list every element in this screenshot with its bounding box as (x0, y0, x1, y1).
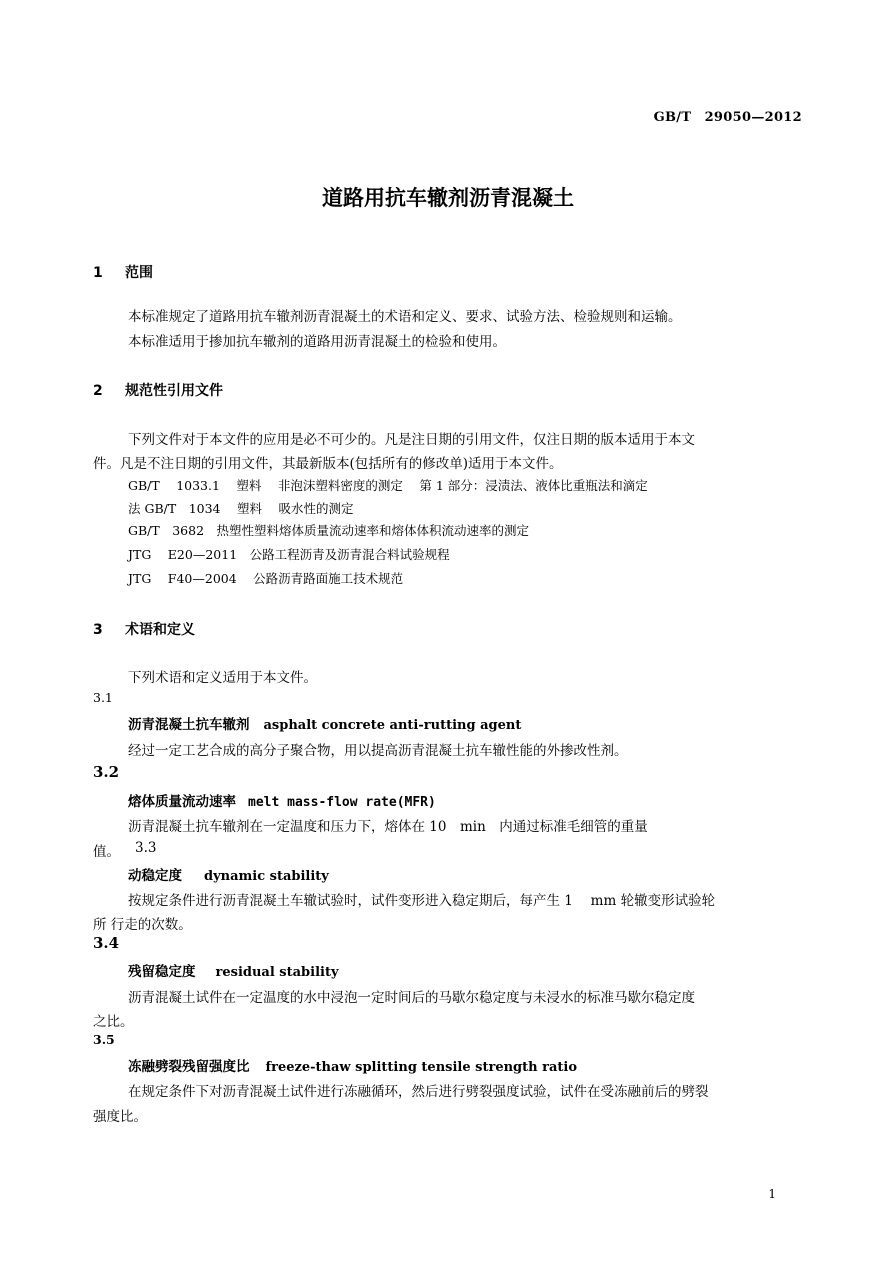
term-chinese: 熔体质量流动速率 (128, 794, 236, 810)
term-definition-line-1: 在规定条件下对沥青混凝土试件进行冻融循环，然后进行劈裂强度试验，试件在受冻融前后的劈裂 (128, 1084, 709, 1100)
term-3-5 (128, 1055, 577, 1075)
document-title: 道路用抗车辙剂沥青混凝土 (322, 186, 574, 210)
term-english: freeze-thaw splitting tensile strength ratio (265, 1060, 578, 1075)
term-chinese: 动稳定度 (128, 868, 182, 884)
term-definition-line-1: 沥青混凝土抗车辙剂在一定温度和压力下，熔体在 10 min 内通过标准毛细管的重量 (128, 819, 648, 835)
section-1-heading (93, 262, 153, 282)
term-number: 3.1 (93, 690, 113, 705)
reference-item: GB/T 3682 热塑性塑料熔体质量流动速率和熔体体积流动速率的测定 (128, 523, 530, 538)
term-3-1 (128, 713, 521, 733)
term-definition-line-1: 按规定条件进行沥青混凝土车辙试验时，试件变形进入稳定期后，每产生 1 mm 轮辙变形试验轮 (128, 893, 716, 909)
reference-item: GB/T 1033.1 塑料 非泡沫塑料密度的测定 第 1 部分：浸渍法、液体比重瓶法和滴定 (128, 478, 648, 493)
term-english: melt mass-flow rate(MFR) (248, 795, 436, 810)
standard-number: GB/T 29050—2012 (653, 110, 802, 125)
references-intro-line-1: 下列文件对于本文件的应用是必不可少的。凡是注日期的引用文件，仅注日期的版本适用于本文 (128, 432, 695, 448)
term-3-2 (128, 790, 436, 810)
section-title: 术语和定义 (125, 622, 195, 638)
term-3-3 (128, 864, 329, 884)
term-definition-line-2: 所 行走的次数。 (93, 917, 192, 933)
term-number: 3.4 (93, 934, 120, 952)
scope-paragraph-2: 本标准适用于掺加抗车辙剂的道路用沥青混凝土的检验和使用。 (128, 334, 506, 350)
term-number: 3.3 (135, 840, 157, 856)
term-chinese: 冻融劈裂残留强度比 (128, 1059, 250, 1075)
term-chinese: 沥青混凝土抗车辙剂 (128, 717, 250, 733)
reference-item: JTG F40—2004 公路沥青路面施工技术规范 (128, 571, 404, 586)
references-intro-line-2: 件。凡是不注日期的引用文件，其最新版本(包括所有的修改单)适用于本文件。 (93, 456, 563, 472)
reference-item: 法 GB/T 1034 塑料 吸水性的测定 (128, 501, 354, 516)
term-3-4 (128, 960, 339, 980)
section-3-heading (93, 619, 195, 639)
term-number: 3.2 (93, 763, 120, 781)
terms-intro: 下列术语和定义适用于本文件。 (128, 670, 317, 686)
term-definition-line-1: 沥青混凝土试件在一定温度的水中浸泡一定时间后的马歇尔稳定度与未浸水的标准马歇尔稳定度 (128, 990, 695, 1006)
term-definition-line-2: 之比。 (93, 1014, 134, 1030)
term-definition: 经过一定工艺合成的高分子聚合物，用以提高沥青混凝土抗车辙性能的外掺改性剂。 (128, 743, 628, 759)
section-number: 2 (93, 383, 103, 399)
scope-paragraph-1: 本标准规定了道路用抗车辙剂沥青混凝土的术语和定义、要求、试验方法、检验规则和运输。 (128, 309, 682, 325)
term-number: 3.5 (93, 1032, 115, 1047)
section-number: 3 (93, 622, 103, 638)
page-number: 1 (768, 1187, 776, 1201)
section-title: 范围 (125, 265, 153, 281)
term-english: asphalt concrete anti-rutting agent (263, 718, 522, 733)
term-chinese: 残留稳定度 (128, 964, 196, 980)
section-2-heading (93, 380, 223, 400)
term-english: dynamic stability (204, 869, 329, 884)
reference-item: JTG E20—2011 公路工程沥青及沥青混合料试验规程 (128, 547, 450, 562)
section-number: 1 (93, 265, 103, 281)
term-definition-line-2: 强度比。 (93, 1109, 147, 1125)
section-title: 规范性引用文件 (125, 383, 223, 399)
term-definition-line-2: 值。 (93, 844, 120, 860)
term-english: residual stability (215, 965, 339, 980)
